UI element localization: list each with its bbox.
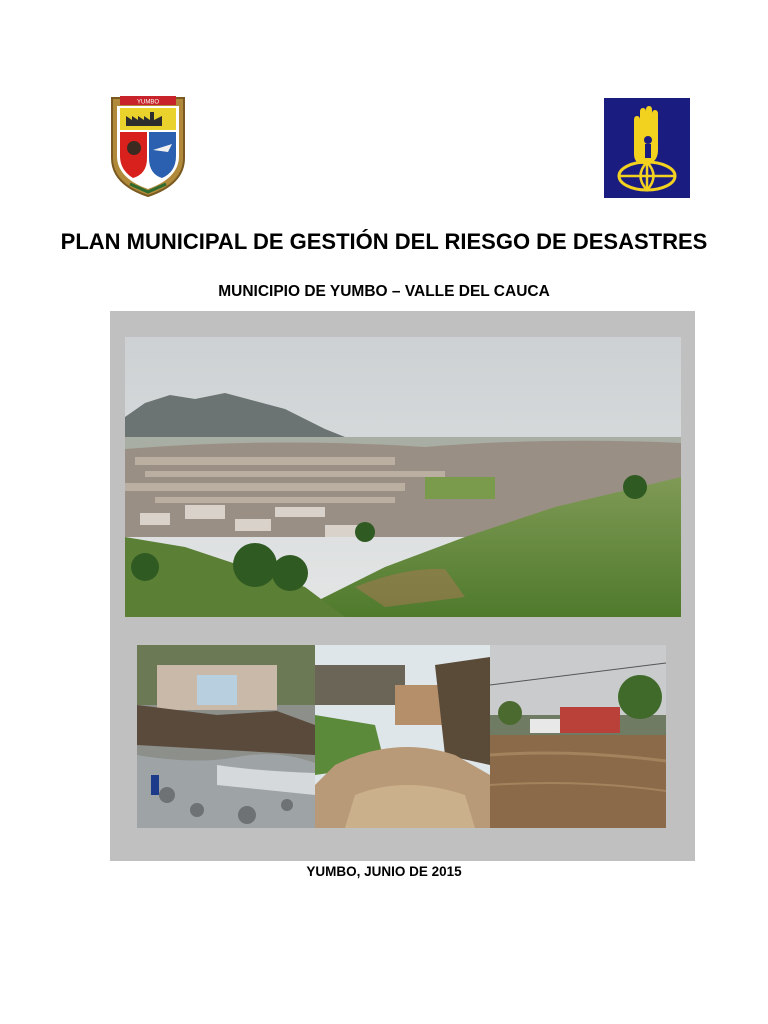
shield-banner-text: YUMBO [136, 99, 160, 106]
disaster-relief-hand-logo-icon [604, 98, 690, 198]
document-date-footer: YUMBO, JUNIO DE 2015 [306, 864, 462, 879]
document-subtitle: MUNICIPIO DE YUMBO – VALLE DEL CAUCA [218, 283, 550, 300]
city-panorama-photo [125, 337, 681, 617]
collapsed-slope-photo [315, 645, 490, 828]
flooded-street-photo [490, 645, 666, 828]
yumbo-coat-of-arms-icon [106, 92, 190, 198]
document-title: PLAN MUNICIPAL DE GESTIÓN DEL RIESGO DE DESASTRES [60, 229, 708, 254]
landslide-river-photo [137, 645, 315, 828]
